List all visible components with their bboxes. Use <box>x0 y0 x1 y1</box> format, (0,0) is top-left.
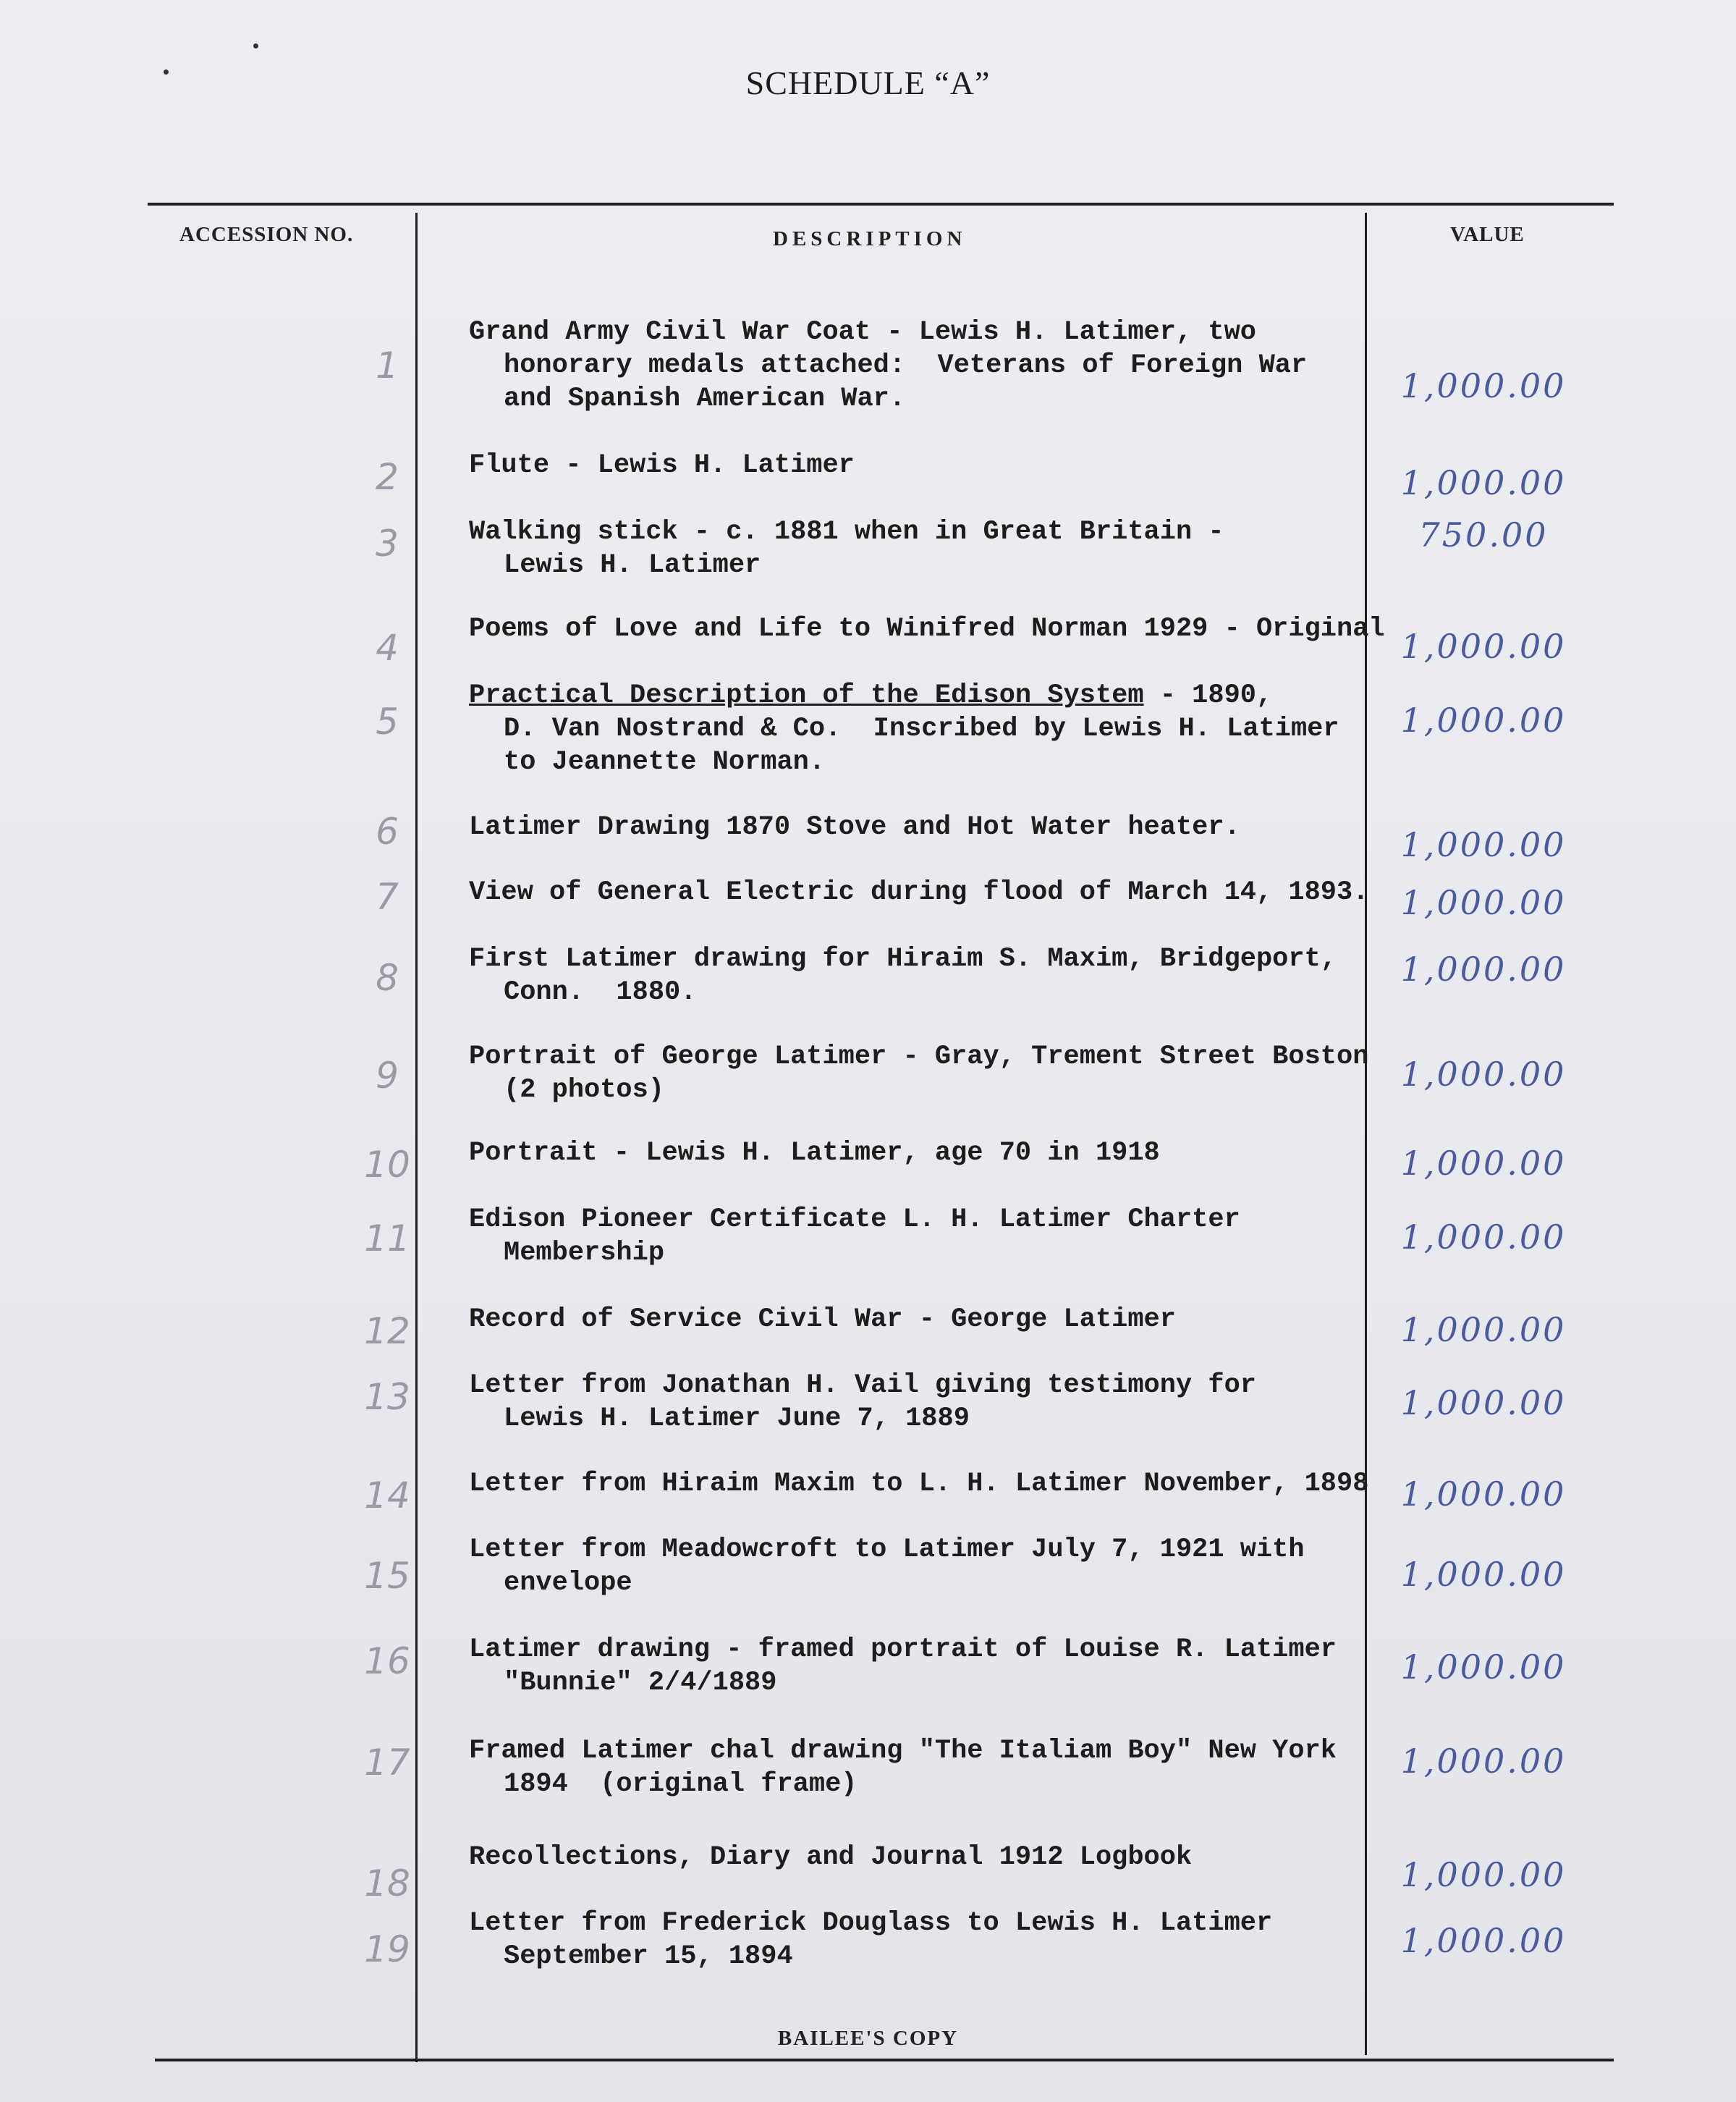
accession-number: 15 <box>364 1555 410 1597</box>
item-description <box>469 1633 1410 1700</box>
top-rule <box>148 203 1614 206</box>
description-line: View of General Electric during flood of March 14, 1893. <box>469 877 1369 908</box>
item-description <box>469 876 1410 909</box>
description-line: Flute - Lewis H. Latimer <box>469 450 855 481</box>
accession-number: 5 <box>376 701 399 743</box>
bottom-rule <box>155 2059 1614 2061</box>
schedule-title: SCHEDULE “A” <box>745 64 991 101</box>
description-line: envelope <box>504 1568 632 1598</box>
item-value: 1,000.00 <box>1400 1383 1567 1422</box>
item-value: 1,000.00 <box>1400 366 1567 405</box>
accession-number: 9 <box>376 1055 399 1097</box>
accession-header: ACCESSION NO. <box>179 223 354 246</box>
bailee-copy-label: BAILEE'S COPY <box>777 2027 959 2050</box>
description-line: (2 photos) <box>504 1075 665 1105</box>
accession-number: 16 <box>364 1640 410 1682</box>
description-line: Latimer Drawing 1870 Stove and Hot Water heater. <box>469 812 1240 843</box>
accession-number: 13 <box>364 1376 410 1418</box>
description-header: DESCRIPTION <box>773 227 967 250</box>
item-value: 1,000.00 <box>1400 1647 1567 1687</box>
item-value: 1,000.00 <box>1400 1555 1567 1594</box>
accession-number: 8 <box>376 957 399 999</box>
description-line: Portrait - Lewis H. Latimer, age 70 in 1918 <box>469 1138 1160 1168</box>
item-value: 1,000.00 <box>1400 627 1567 666</box>
accession-number: 2 <box>376 456 399 498</box>
item-description <box>469 811 1410 844</box>
item-description <box>469 1907 1410 1973</box>
value-header: VALUE <box>1450 223 1525 246</box>
item-value: 1,000.00 <box>1400 1855 1567 1894</box>
item-description <box>469 1040 1410 1107</box>
item-value: 1,000.00 <box>1400 1144 1567 1183</box>
item-value: 1,000.00 <box>1400 701 1567 740</box>
description-line: Letter from Frederick Douglass to Lewis H. Latimer <box>469 1908 1273 1938</box>
item-value: 1,000.00 <box>1400 1055 1567 1094</box>
item-description <box>469 612 1410 646</box>
description-line: to Jeannette Norman. <box>504 747 826 777</box>
item-description <box>469 1303 1410 1336</box>
item-value: 1,000.00 <box>1400 1217 1567 1257</box>
accession-number: 17 <box>364 1742 410 1784</box>
accession-number: 12 <box>364 1310 410 1352</box>
description-line: Recollections, Diary and Journal 1912 Logbook <box>469 1842 1193 1873</box>
description-line: and Spanish American War. <box>504 384 906 414</box>
description-line: Letter from Hiraim Maxim to L. H. Latimer November, 1898 <box>469 1469 1369 1499</box>
description-line: Membership <box>504 1238 665 1268</box>
description-line: honorary medals attached: Veterans of Foreign War <box>504 350 1308 381</box>
item-value: 1,000.00 <box>1400 950 1567 989</box>
accession-number: 6 <box>376 811 399 853</box>
description-line: Grand Army Civil War Coat - Lewis H. Latimer, two <box>469 317 1256 347</box>
item-value: 750.00 <box>1418 515 1549 554</box>
accession-number: 19 <box>364 1928 410 1970</box>
description-line: Record of Service Civil War - George Latimer <box>469 1304 1176 1335</box>
description-line: 1894 (original frame) <box>504 1769 858 1799</box>
item-description <box>469 515 1410 582</box>
description-line: September 15, 1894 <box>504 1941 793 1972</box>
description-line: Letter from Jonathan H. Vail giving testimony for <box>469 1370 1256 1401</box>
description-line: Lewis H. Latimer <box>504 550 761 581</box>
item-value: 1,000.00 <box>1400 1310 1567 1349</box>
item-value: 1,000.00 <box>1400 883 1567 922</box>
item-description <box>469 942 1410 1009</box>
description-line: Walking stick - c. 1881 when in Great Britain - <box>469 517 1224 547</box>
item-description <box>469 1841 1410 1874</box>
accession-number: 14 <box>364 1474 410 1516</box>
item-description <box>469 1467 1410 1500</box>
item-description <box>469 679 1410 779</box>
item-value: 1,000.00 <box>1400 1474 1567 1514</box>
description-line: Portrait of George Latimer - Gray, Trement Street Boston <box>469 1042 1369 1072</box>
accession-number: 4 <box>376 627 399 669</box>
accession-number: 10 <box>364 1144 410 1186</box>
accession-number: 1 <box>376 345 399 387</box>
description-line: Letter from Meadowcroft to Latimer July 7, 1921 with <box>469 1535 1305 1565</box>
item-value: 1,000.00 <box>1400 1921 1567 1960</box>
item-description <box>469 1203 1410 1270</box>
description-line: Latimer drawing - framed portrait of Louise R. Latimer <box>469 1634 1337 1665</box>
item-description <box>469 1734 1410 1801</box>
item-description <box>469 316 1410 415</box>
accession-number: 7 <box>376 876 399 918</box>
description-line: Poems of Love and Life to Winifred Norman 1929 - Original <box>469 614 1385 644</box>
item-value: 1,000.00 <box>1400 825 1567 864</box>
description-line: D. Van Nostrand & Co. Inscribed by Lewis H. Latimer <box>504 714 1339 744</box>
description-line: Lewis H. Latimer June 7, 1889 <box>504 1404 970 1434</box>
description-line: Framed Latimer chal drawing "The Italiam Boy" New York <box>469 1736 1337 1766</box>
item-description <box>469 1136 1410 1170</box>
item-description <box>469 1369 1410 1435</box>
item-description <box>469 449 1410 482</box>
description-line: "Bunnie" 2/4/1889 <box>504 1668 777 1698</box>
speck-mark <box>253 43 258 48</box>
item-value: 1,000.00 <box>1400 1742 1567 1781</box>
item-value: 1,000.00 <box>1400 463 1567 502</box>
item-description <box>469 1533 1410 1600</box>
description-line: First Latimer drawing for Hiraim S. Maxim, Bridgeport, <box>469 944 1337 974</box>
accession-number: 11 <box>364 1217 410 1259</box>
accession-number: 18 <box>364 1862 410 1904</box>
description-line: Conn. 1880. <box>504 977 697 1008</box>
accession-number: 3 <box>376 523 399 565</box>
description-line: Practical Description of the Edison System - 1890, <box>469 680 1273 711</box>
description-line: Edison Pioneer Certificate L. H. Latimer Charter <box>469 1204 1240 1235</box>
